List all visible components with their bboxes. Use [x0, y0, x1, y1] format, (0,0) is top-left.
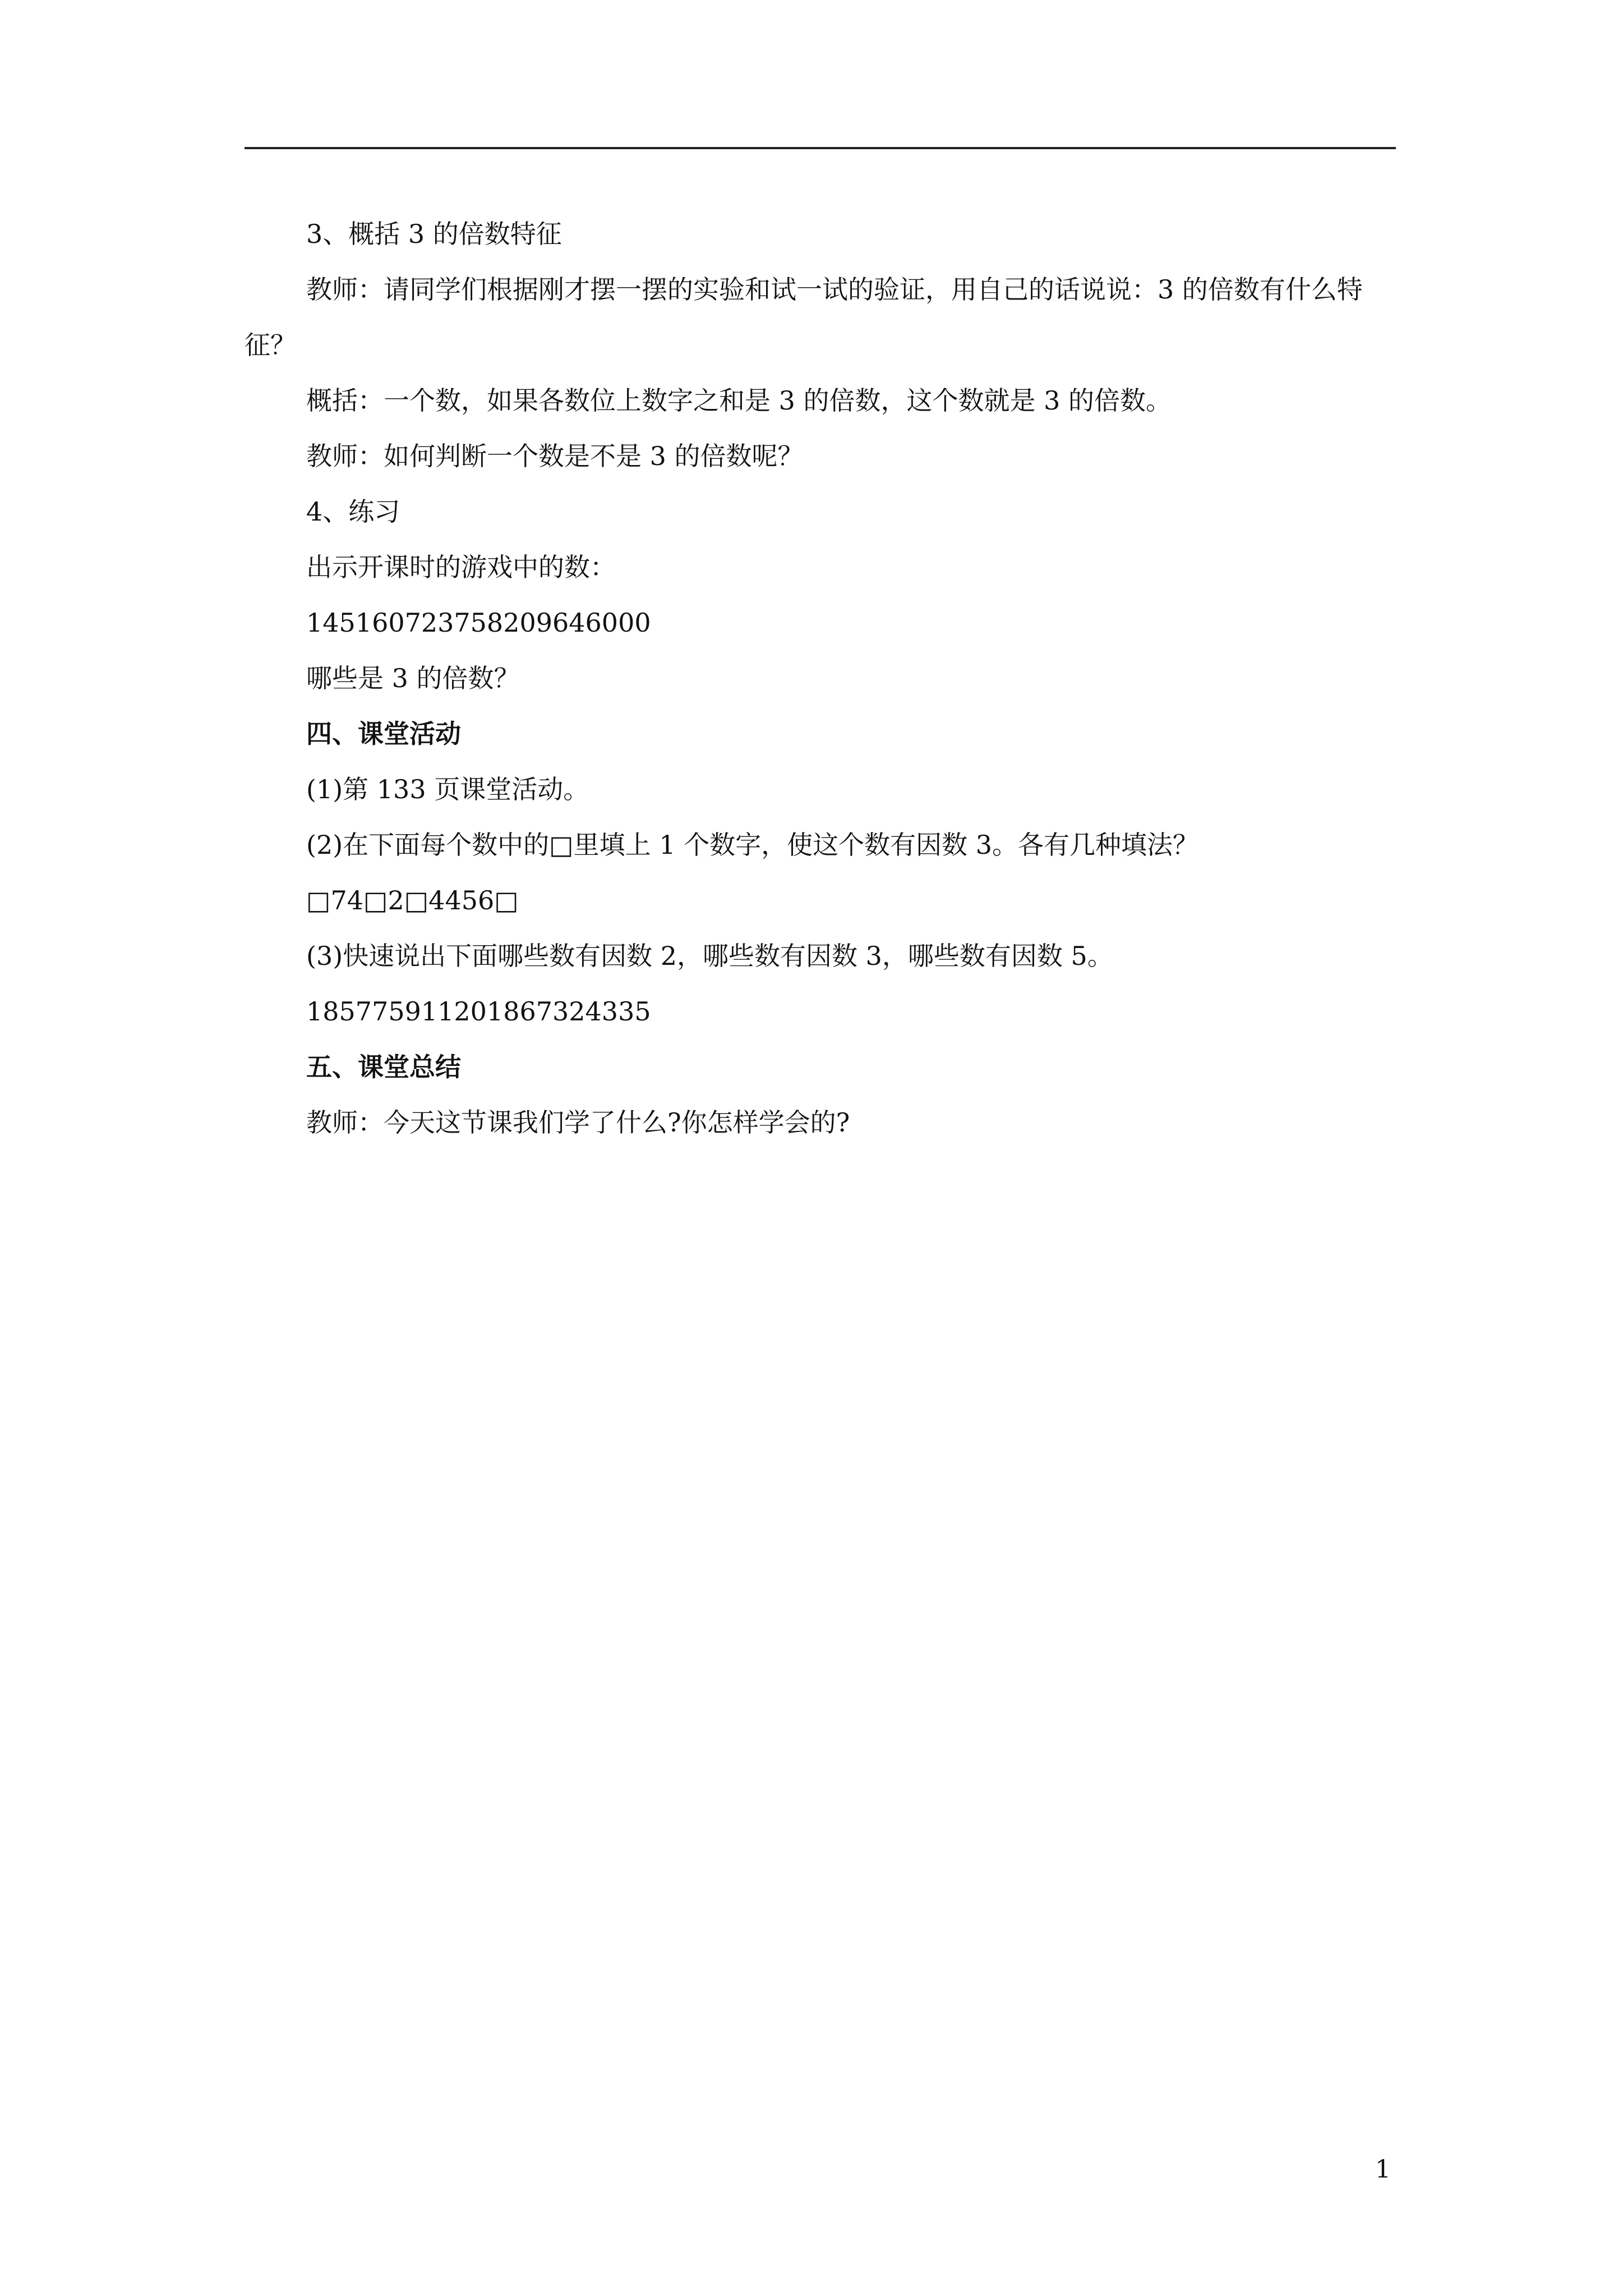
paragraph-activity-3: (3)快速说出下面哪些数有因数 2，哪些数有因数 3，哪些数有因数 5。 — [306, 941, 1113, 971]
paragraph-number-list-2: 18577591120186732433​5 — [306, 996, 651, 1027]
paragraph-fill-boxes: □74□2□4456□ — [306, 885, 519, 915]
paragraph-teacher-question: 教师：请同学们根据刚才摆一摆的实验和试一试的验证，用自己的话说说：3 的倍数有什么特征？ — [245, 274, 1363, 360]
page-number: 1 — [1375, 2155, 1391, 2184]
paragraph-activity-1: (1)第 133 页课堂活动。 — [306, 774, 589, 804]
paragraph-summary-heading: 3、概括 3 的倍数特征 — [306, 219, 562, 249]
paragraph-show-numbers: 出示开课时的游戏中的数： — [306, 552, 616, 582]
section-heading-class-summary: 五、课堂总结 — [306, 1052, 461, 1082]
paragraph-which-multiples: 哪些是 3 的倍数？ — [306, 663, 520, 693]
paragraph-number-list-1: 14516072375820964600​0 — [306, 608, 651, 638]
section-heading-class-activity: 四、课堂活动 — [306, 719, 461, 749]
header-rule — [245, 147, 1396, 149]
paragraph-practice-heading: 4、练习 — [306, 496, 400, 527]
paragraph-summary-rule: 概括：一个数，如果各数位上数字之和是 3 的倍数，这个数就是 3 的倍数。 — [306, 385, 1172, 416]
paragraph-activity-2: (2)在下面每个数中的□里填上 1 个数字，使这个数有因数 3。各有几种填法？ — [306, 830, 1199, 860]
paragraph-teacher-judge: 教师：如何判断一个数是不是 3 的倍数呢？ — [306, 441, 804, 471]
document-body — [245, 206, 1396, 1151]
paragraph-teacher-summary: 教师：今天这节课我们学了什么?你怎样学会的? — [306, 1107, 850, 1138]
